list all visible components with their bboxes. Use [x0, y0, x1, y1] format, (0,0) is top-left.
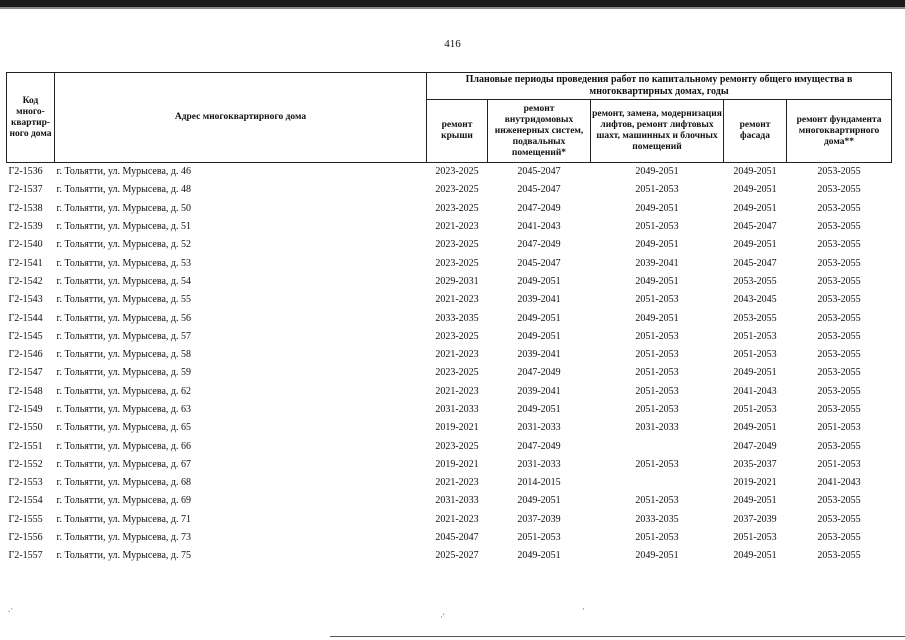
table-row	[7, 474, 892, 492]
cell-elevators: 2051-2053	[635, 385, 679, 397]
cell-code: Г2-1539	[8, 221, 43, 233]
cell-foundation: 2053-2055	[817, 550, 861, 562]
cell-systems: 2037-2039	[517, 513, 561, 525]
cell-foundation: 2053-2055	[817, 367, 861, 379]
cell-systems: 2049-2051	[517, 312, 561, 324]
cell-roof: 2021-2023	[435, 221, 479, 233]
cell-foundation: 2053-2055	[817, 275, 861, 287]
scan-speck: ·	[582, 604, 585, 614]
cell-roof: 2021-2023	[435, 477, 479, 489]
cell-elevators: 2051-2053	[635, 184, 679, 196]
table-row	[7, 419, 892, 437]
cell-facade: 2049-2051	[733, 550, 777, 562]
cell-roof: 2021-2023	[435, 385, 479, 397]
cell-foundation: 2053-2055	[817, 202, 861, 214]
cell-elevators: 2051-2053	[635, 330, 679, 342]
cell-elevators: 2049-2051	[635, 312, 679, 324]
cell-systems: 2031-2033	[517, 422, 561, 434]
table-row	[7, 254, 892, 272]
cell-facade: 2053-2055	[733, 312, 777, 324]
cell-systems: 2045-2047	[517, 257, 561, 269]
cell-foundation: 2051-2053	[817, 458, 861, 470]
cell-foundation: 2053-2055	[817, 404, 861, 415]
cell-systems: 2049-2051	[517, 275, 561, 287]
cell-roof: 2031-2033	[435, 404, 479, 415]
cell-roof: 2023-2025	[435, 330, 479, 342]
cell-code: Г2-1556	[8, 532, 43, 544]
table-row	[7, 163, 892, 182]
cell-code: Г2-1544	[8, 312, 43, 324]
cell-facade: 2037-2039	[733, 513, 777, 525]
cell-address: г. Тольятти, ул. Мурысева, д. 71	[56, 513, 191, 525]
cell-facade: 2043-2045	[733, 294, 777, 306]
cell-roof: 2019-2021	[435, 458, 479, 470]
cell-facade: 2051-2053	[733, 349, 777, 361]
cell-elevators: 2051-2053	[635, 221, 679, 233]
cell-systems: 2039-2041	[517, 349, 561, 361]
cell-code: Г2-1543	[8, 294, 43, 306]
cell-address: г. Тольятти, ул. Мурысева, д. 56	[56, 312, 191, 324]
cell-code: Г2-1540	[8, 239, 43, 251]
cell-address: г. Тольятти, ул. Мурысева, д. 55	[56, 294, 191, 306]
cell-elevators: 2049-2051	[635, 550, 679, 562]
cell-code: Г2-1538	[8, 202, 43, 214]
cell-facade: 2019-2021	[733, 477, 777, 489]
cell-roof: 2021-2023	[435, 294, 479, 306]
cell-address: г. Тольятти, ул. Мурысева, д. 65	[56, 422, 191, 434]
cell-roof: 2029-2031	[435, 275, 479, 287]
table-row	[7, 547, 892, 565]
cell-address: г. Тольятти, ул. Мурысева, д. 63	[56, 404, 191, 415]
cell-address: г. Тольятти, ул. Мурысева, д. 58	[56, 349, 191, 361]
cell-facade: 2049-2051	[733, 367, 777, 379]
cell-systems: 2014-2015	[517, 477, 561, 489]
cell-systems: 2047-2049	[517, 367, 561, 379]
cell-code: Г2-1536	[7, 163, 55, 182]
cell-code: Г2-1537	[8, 184, 43, 196]
cell-elevators: 2051-2053	[635, 294, 679, 306]
scan-border-bottom	[330, 636, 905, 637]
cell-facade: 2045-2047	[733, 257, 777, 269]
table-header	[7, 73, 892, 163]
cell-address: г. Тольятти, ул. Мурысева, д. 73	[56, 532, 191, 544]
cell-elevators: 2049-2051	[591, 163, 724, 182]
cell-elevators: 2039-2041	[635, 257, 679, 269]
cell-code: Г2-1545	[8, 330, 43, 342]
header-elevators: ремонт, замена, модернизация лифтов, ремонт лифтовых шахт, машинных и блочных помещений	[591, 100, 724, 163]
table-row	[7, 236, 892, 254]
cell-roof: 2033-2035	[435, 312, 479, 324]
cell-roof: 2023-2025	[435, 440, 479, 452]
cell-facade: 2051-2053	[733, 532, 777, 544]
cell-systems: 2049-2051	[517, 550, 561, 562]
cell-facade: 2049-2051	[733, 202, 777, 214]
cell-facade: 2051-2053	[733, 404, 777, 415]
cell-systems: 2039-2041	[517, 385, 561, 397]
cell-address: г. Тольятти, ул. Мурысева, д. 46	[55, 163, 427, 182]
cell-code: Г2-1553	[8, 477, 43, 489]
cell-foundation: 2053-2055	[817, 257, 861, 269]
cell-roof: 2021-2023	[435, 513, 479, 525]
table-row	[7, 328, 892, 346]
table-row	[7, 456, 892, 474]
cell-elevators: 2051-2053	[635, 404, 679, 415]
cell-facade: 2049-2051	[733, 239, 777, 251]
table-row	[7, 364, 892, 382]
header-code: Код много-квартир-ного дома	[7, 73, 55, 163]
cell-code: Г2-1546	[8, 349, 43, 361]
cell-elevators: 2051-2053	[635, 349, 679, 361]
cell-foundation: 2053-2055	[817, 312, 861, 324]
cell-roof: 2045-2047	[435, 532, 479, 544]
cell-systems: 2049-2051	[517, 330, 561, 342]
cell-code: Г2-1552	[8, 458, 43, 470]
table-row	[7, 309, 892, 327]
cell-systems: 2039-2041	[517, 294, 561, 306]
cell-code: Г2-1541	[8, 257, 43, 269]
cell-roof: 2023-2025	[435, 257, 479, 269]
cell-elevators	[591, 437, 724, 455]
cell-foundation: 2053-2055	[817, 385, 861, 397]
cell-systems: 2041-2043	[517, 221, 561, 233]
cell-code: Г2-1555	[8, 513, 43, 525]
cell-address: г. Тольятти, ул. Мурысева, д. 67	[56, 458, 191, 470]
cell-code: Г2-1551	[8, 440, 43, 452]
cell-roof: 2023-2025	[435, 239, 479, 251]
cell-roof: 2023-2025	[435, 184, 479, 196]
cell-facade: 2053-2055	[733, 275, 777, 287]
cell-roof: 2023-2025	[435, 202, 479, 214]
cell-foundation: 2053-2055	[817, 532, 861, 544]
cell-systems: 2031-2033	[517, 458, 561, 470]
header-systems: ремонт внутридомовых инженерных систем, подвальных помещений*	[488, 100, 591, 163]
cell-roof: 2025-2027	[435, 550, 479, 562]
cell-code: Г2-1550	[8, 422, 43, 434]
table-row	[7, 273, 892, 291]
cell-systems: 2049-2051	[517, 404, 561, 415]
cell-roof: 2031-2033	[435, 495, 479, 507]
scan-speck: .·	[8, 604, 14, 614]
cell-elevators: 2051-2053	[635, 367, 679, 379]
table-row	[7, 492, 892, 510]
cell-roof: 2023-2025	[427, 163, 488, 182]
cell-facade: 2049-2051	[724, 163, 787, 182]
cell-systems: 2047-2049	[517, 440, 561, 452]
page-number: 416	[444, 38, 461, 50]
cell-foundation: 2041-2043	[817, 477, 861, 489]
cell-address: г. Тольятти, ул. Мурысева, д. 54	[56, 275, 191, 287]
cell-address: г. Тольятти, ул. Мурысева, д. 53	[56, 257, 191, 269]
cell-elevators: 2049-2051	[635, 202, 679, 214]
cell-address: г. Тольятти, ул. Мурысева, д. 48	[56, 184, 191, 196]
cell-roof: 2023-2025	[435, 367, 479, 379]
table-row	[7, 529, 892, 547]
cell-address: г. Тольятти, ул. Мурысева, д. 68	[56, 477, 191, 489]
header-roof: ремонт крыши	[427, 100, 488, 163]
cell-foundation: 2053-2055	[817, 349, 861, 361]
cell-foundation: 2053-2055	[817, 495, 861, 507]
table-row	[7, 218, 892, 236]
cell-address: г. Тольятти, ул. Мурысева, д. 52	[56, 239, 191, 251]
scan-border-shadow	[0, 7, 905, 9]
scan-speck: ·'	[440, 612, 445, 622]
cell-address: г. Тольятти, ул. Мурысева, д. 50	[56, 202, 191, 214]
cell-foundation: 2053-2055	[817, 184, 861, 196]
cell-foundation: 2053-2055	[817, 330, 861, 342]
cell-code: Г2-1549	[8, 404, 43, 415]
cell-elevators: 2051-2053	[635, 495, 679, 507]
cell-elevators	[591, 474, 724, 492]
cell-facade: 2035-2037	[733, 458, 777, 470]
header-group: Плановые периоды проведения работ по капитальному ремонту общего имущества в многоквартирных домах, годы	[427, 73, 892, 100]
scan-border-top	[0, 0, 905, 7]
cell-foundation: 2053-2055	[817, 294, 861, 306]
cell-code: Г2-1548	[8, 385, 43, 397]
table-row	[7, 437, 892, 455]
cell-elevators: 2033-2035	[635, 513, 679, 525]
cell-address: г. Тольятти, ул. Мурысева, д. 62	[56, 385, 191, 397]
table-row	[7, 383, 892, 401]
cell-elevators: 2031-2033	[635, 422, 679, 434]
table-row	[7, 291, 892, 309]
cell-foundation: 2053-2055	[787, 163, 892, 182]
cell-foundation: 2053-2055	[817, 221, 861, 233]
cell-systems: 2047-2049	[517, 202, 561, 214]
cell-systems: 2051-2053	[517, 532, 561, 544]
cell-facade: 2051-2053	[733, 330, 777, 342]
cell-elevators: 2051-2053	[635, 458, 679, 470]
cell-address: г. Тольятти, ул. Мурысева, д. 59	[56, 367, 191, 379]
header-address: Адрес многоквартирного дома	[55, 73, 427, 163]
table-row	[7, 346, 892, 364]
cell-systems: 2049-2051	[517, 495, 561, 507]
cell-facade: 2049-2051	[733, 495, 777, 507]
repair-schedule-table	[6, 72, 892, 566]
cell-elevators: 2049-2051	[635, 239, 679, 251]
cell-foundation: 2053-2055	[817, 239, 861, 251]
table-row	[7, 181, 892, 199]
cell-foundation: 2053-2055	[817, 440, 861, 452]
cell-systems: 2045-2047	[488, 163, 591, 182]
cell-facade: 2041-2043	[733, 385, 777, 397]
cell-foundation: 2051-2053	[817, 422, 861, 434]
cell-address: г. Тольятти, ул. Мурысева, д. 69	[56, 495, 191, 507]
cell-address: г. Тольятти, ул. Мурысева, д. 51	[56, 221, 191, 233]
cell-roof: 2021-2023	[435, 349, 479, 361]
table-row	[7, 401, 892, 419]
cell-foundation: 2053-2055	[817, 513, 861, 525]
cell-address: г. Тольятти, ул. Мурысева, д. 75	[56, 550, 191, 562]
cell-elevators: 2049-2051	[635, 275, 679, 287]
header-facade: ремонт фасада	[724, 100, 787, 163]
cell-address: г. Тольятти, ул. Мурысева, д. 66	[56, 440, 191, 452]
cell-code: Г2-1557	[8, 550, 43, 562]
cell-code: Г2-1547	[8, 367, 43, 379]
cell-facade: 2047-2049	[733, 440, 777, 452]
cell-elevators: 2051-2053	[635, 532, 679, 544]
cell-code: Г2-1554	[8, 495, 43, 507]
table-body	[7, 163, 892, 566]
table-row	[7, 200, 892, 218]
header-foundation: ремонт фундамента многоквартирного дома**	[787, 100, 892, 163]
cell-facade: 2045-2047	[733, 221, 777, 233]
cell-facade: 2049-2051	[733, 184, 777, 196]
cell-systems: 2045-2047	[517, 184, 561, 196]
table-row	[7, 511, 892, 529]
cell-address: г. Тольятти, ул. Мурысева, д. 57	[56, 330, 191, 342]
cell-facade: 2049-2051	[733, 422, 777, 434]
cell-roof: 2019-2021	[435, 422, 479, 434]
cell-code: Г2-1542	[8, 275, 43, 287]
cell-systems: 2047-2049	[517, 239, 561, 251]
